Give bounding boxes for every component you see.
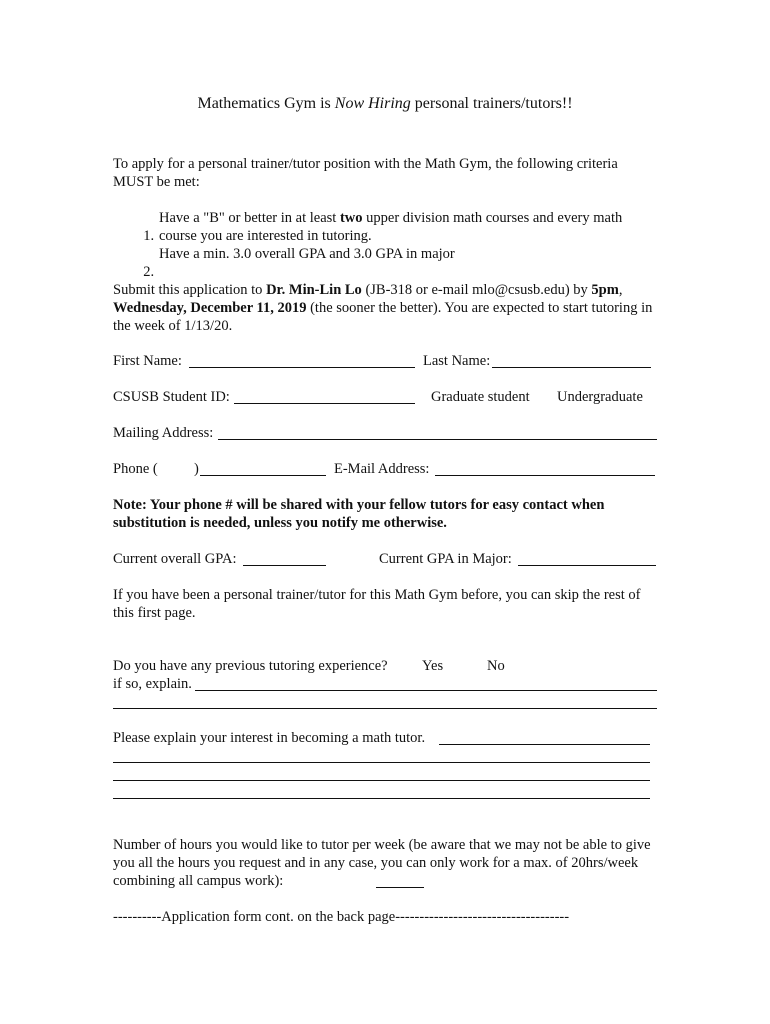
skip-note: If you have been a personal trainer/tutor for this Math Gym before, you can skip the rest of this first page. xyxy=(113,587,641,621)
student-id-field[interactable] xyxy=(234,403,415,404)
student-id-label: CSUSB Student ID: xyxy=(113,389,230,405)
hours-field[interactable] xyxy=(376,887,424,888)
email-field[interactable] xyxy=(435,475,655,476)
first-name-field[interactable] xyxy=(189,367,415,368)
experience-question: Do you have any previous tutoring experience? xyxy=(113,658,388,674)
phone-note: Note: Your phone # will be shared with your fellow tutors for easy contact when substitution is needed, unless you notify me otherwise. xyxy=(113,497,605,531)
phone-paren: ) xyxy=(194,461,199,477)
continuation-note: ----------Application form cont. on the back page------------------------------------ xyxy=(113,909,570,925)
mailing-address-field[interactable] xyxy=(218,439,657,440)
submit-instructions: Submit this application to Dr. Min-Lin Lo (JB-318 or e-mail mlo@csusb.edu) by 5pm, Wednesday, December 11, 2019 (the sooner the better). You are expected to start tutoring in the week of 1/13/20. xyxy=(113,282,653,334)
overall-gpa-field[interactable] xyxy=(243,565,326,566)
interest-field[interactable] xyxy=(439,744,650,745)
interest-field-line[interactable] xyxy=(113,798,650,799)
explain-field-line[interactable] xyxy=(113,708,657,709)
hours-question: Number of hours you would like to tutor per week (be aware that we may not be able to give you all the hours you request and in any case, you can only work for a max. of 20hrs/week combining all campus work): xyxy=(113,837,651,889)
phone-label: Phone ( xyxy=(113,461,158,477)
interest-field-line[interactable] xyxy=(113,780,650,781)
mailing-address-label: Mailing Address: xyxy=(113,425,214,441)
intro-text: To apply for a personal trainer/tutor position with the Math Gym, the following criteria MUST be met: xyxy=(113,156,618,190)
last-name-label: Last Name: xyxy=(423,353,491,369)
overall-gpa-label: Current overall GPA: xyxy=(113,551,237,567)
explain-label: if so, explain. xyxy=(113,676,192,692)
first-name-label: First Name: xyxy=(113,353,182,369)
criteria-item: 1. Have a "B" or better in at least two upper division math courses and every math course you are interested in tutoring. xyxy=(143,210,623,244)
experience-yes-option[interactable]: Yes xyxy=(422,658,444,674)
interest-field-line[interactable] xyxy=(113,762,650,763)
graduate-option[interactable]: Graduate student xyxy=(431,389,530,405)
page-title: Mathematics Gym is Now Hiring personal trainers/tutors!! xyxy=(197,95,573,112)
phone-field[interactable] xyxy=(200,475,326,476)
major-gpa-field[interactable] xyxy=(518,565,656,566)
experience-no-option[interactable]: No xyxy=(487,658,505,674)
email-label: E-Mail Address: xyxy=(334,461,430,477)
explain-field[interactable] xyxy=(195,690,657,691)
last-name-field[interactable] xyxy=(492,367,651,368)
criteria-item: 2. Have a min. 3.0 overall GPA and 3.0 GPA in major xyxy=(143,246,455,280)
major-gpa-label: Current GPA in Major: xyxy=(379,551,512,567)
undergraduate-option[interactable]: Undergraduate xyxy=(557,389,643,405)
interest-label: Please explain your interest in becoming a math tutor. xyxy=(113,730,426,746)
